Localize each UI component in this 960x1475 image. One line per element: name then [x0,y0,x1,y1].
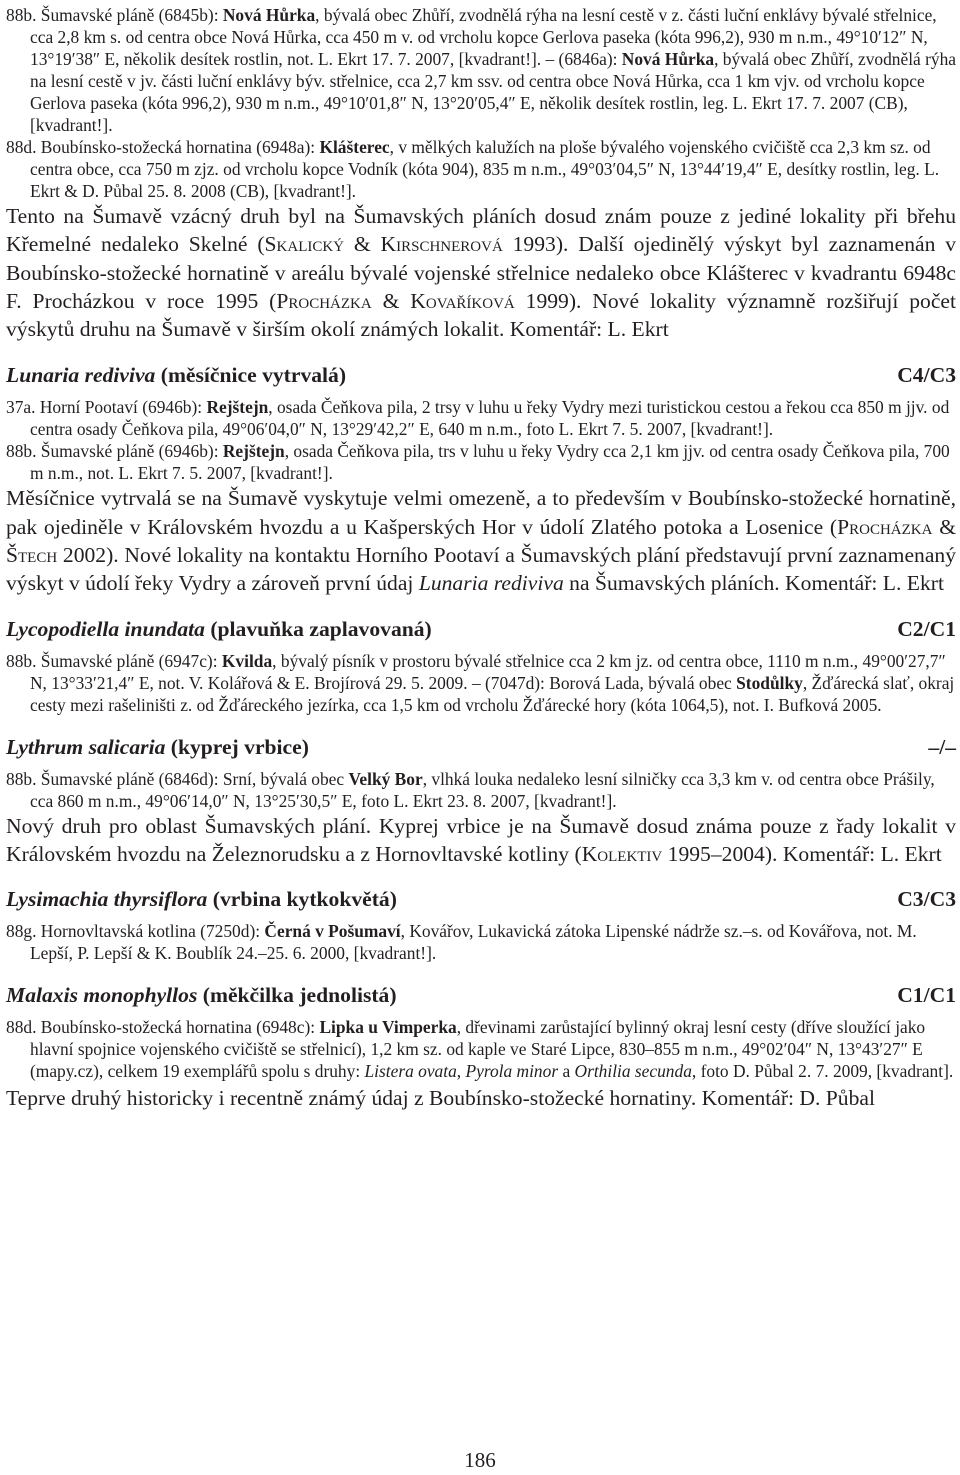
record-88g: 88g. Hornovltavská kotlina (7250d): Černá v Pošumaví, Kovářov, Lukavická zátoka Lipenské nádrže sz.–s. od Kovářova, not. M. Lepší, P. Lepší & K. Boublík 24.–25. 6. 2000, [kvadrant!]. [6,921,917,964]
red-list-status: C4/C3 [897,363,956,388]
species-heading [6,980,956,1010]
species-heading [6,884,956,914]
species-heading [6,732,956,762]
author-citation: Procházka [276,288,372,313]
species-heading [6,614,956,644]
species-comment: Měsíčnice vytrvalá se na Šumavě vyskytuje velmi omezeně, a to především v Boubínsko-stožecké hornatině, pak ojediněle v Královském hvozdu a u Kašperských Hor v údolí Zlatého potoka a Losenice (Procházka & Štech 2002). Nové lokality na kontaktu Horního Pootaví a Šumavských plání představují první zaznamenaný výskyt v údolí řeky Vydry a zároveň první údaj Lunaria rediviva na Šumavských pláních. Komentář: L. Ekrt [6,486,956,596]
page-number: 186 [464,1448,496,1472]
red-list-status: –/– [928,734,956,759]
locality-name: Klášterec [319,137,390,157]
author-citation: Štech [6,543,58,568]
species-comment: Tento na Šumavě vzácný druh byl na Šumavských pláních dosud znám pouze z jediné lokality při břehu Křemelné nedaleko Skelné (Skalický & Kirschnerová 1993). Další ojedinělý výskyt byl zaznamenán v Boubínsko-stožecké hornatině v areálu bývalé vojenské střelnice nedaleko obce Klášterec v kvadrantu 6948c F. Procházkou v roce 1995 (Procházka & Kovaříková 1999). Nové lokality významně rozšiřují počet výskytů druhu na Šumavě v širším okolí známých lokalit. Komentář: L. Ekrt [6,204,957,342]
locality-name: Černá v Pošumaví [264,921,401,942]
species-comment: Nový druh pro oblast Šumavských plání. Kyprej vrbice je na Šumavě dosud známa pouze z řady lokalit v Královském hvozdu na Železnorudsku a z Hornovltavské kotliny (Kolektiv 1995–2004). Komentář: L. Ekrt [6,813,956,866]
locality-name: Lipka u Vimperka [319,1017,457,1038]
species-name-inline: Listera ovata [364,1061,457,1082]
area-code: 88g. [6,921,37,942]
record-88b: 88b. Šumavské pláně (6845b): Nová Hůrka, bývalá obec Zhůří, zvodnělá rýha na lesní cestě v z. části luční enklávy bývalé střelnice, cca 2,8 km s. od centra obce Nová Hůrka, cca 450 m v. od vrcholu kopce Gerlova paseka (kóta 996,2), 930 m n.m., 49°10′12″ N, 13°19′38″ E, několik desítek rostlin, not. L. Ekrt 17. 7. 2007, [kvadrant!]. – (6846a): Nová Hůrka, bývalá obec Zhůří, zvodnělá rýha na lesní cestě v jv. části luční enklávy býv. střelnice, cca 2,7 km ssv. od centra obce Nová Hůrka, cca 1 km vjv. od vrcholu kopce Gerlova paseka (kóta 996,2), 930 m n.m., 49°10′01,8″ N, 13°20′05,4″ E, několik desítek rostlin, leg. L. Ekrt 17. 7. 2007 (CB), [kvadrant!]. [6,5,957,135]
author-citation: Kirschnerová [380,232,503,257]
page-content [6,0,956,1113]
records-block-1 [6,0,956,202]
area-code: 88d. [6,1017,37,1038]
red-list-status: C2/C1 [897,616,956,641]
area-code: 88d. [6,137,37,157]
locality-name: Nová Hůrka [621,49,715,69]
author-citation: Kolektiv [581,841,663,866]
record-88b: 88b. Šumavské pláně (6846d): Srní, bývalá obec Velký Bor, vlhká louka nedaleko lesní silničky cca 3,3 km v. od centra obce Prášily, cca 860 m n.m., 49°06′14,0″ N, 13°25′30,5″ E, foto L. Ekrt 23. 8. 2007, [kvadrant!]. [6,768,935,811]
species-heading [6,360,956,390]
species-name-inline: Pyrola minor [465,1061,559,1082]
area-code: 37a. [6,397,36,418]
author-citation: Skalický [264,232,345,257]
area-code: 88b. [6,768,37,789]
species-name: Lunaria rediviva (měsíčnice vytrvalá) [6,363,347,388]
species-name: Lycopodiella inundata (plavuňka zaplavovaná) [6,616,432,641]
species-comment: Teprve druhý historicky i recentně známý údaj z Boubínsko-stožecké hornatiny. Komentář: D. Půbal [6,1086,875,1111]
locality-name: Velký Bor [348,768,423,789]
red-list-status: C3/C3 [897,887,956,912]
locality-name: Stodůlky [736,672,803,693]
species-name: Malaxis monophyllos (měkčilka jednolistá) [6,983,397,1008]
area-code: 88b. [6,5,37,25]
record-88b: 88b. Šumavské pláně (6947c): Kvilda, bývalý písník v prostoru bývalé střelnice cca 2 km jz. od centra obce, 1110 m n.m., 49°00′27,7″ N, 13°33′21,4″ E, not. V. Kolářová & E. Brojírová 29. 5. 2009. – (7047d): Borová Lada, bývalá obec Stodůlky, Žďárecká slať, okraj cesty mezi rašeliništi z. od Žďáreckého jezírka, cca 1,5 km od vrcholu Žďárecké hory (kóta 1064,5), not. I. Bufková 2005. [6,650,955,715]
area-code: 88b. [6,650,37,671]
species-name: Lysimachia thyrsiflora (vrbina kytkokvětá) [6,887,397,912]
record-88d: 88d. Boubínsko-stožecká hornatina (6948a): Klášterec, v mělkých kalužích na ploše bývalého vojenského cvičiště cca 2,3 km sz. od centra obce, cca 750 m zjz. od vrcholu kopce Vodník (kóta 904), 835 m n.m., 49°03′04,5″ N, 13°44′19,4″ E, desítky rostlin, leg. L. Ekrt & D. Půbal 25. 8. 2008 (CB), [kvadrant!]. [6,137,940,201]
locality-name: Rejštejn [222,441,285,462]
locality-name: Nová Hůrka [222,5,316,25]
red-list-status: C1/C1 [897,983,956,1008]
author-citation: Procházka [837,514,933,539]
locality-name: Kvilda [221,650,273,671]
species-name: Lythrum salicaria (kyprej vrbice) [6,734,309,759]
area-code: 88b. [6,441,37,462]
locality-name: Rejštejn [206,397,269,418]
author-citation: Kovaříková [410,288,515,313]
record-37a: 37a. Horní Pootaví (6946b): Rejštejn, osada Čeňkova pila, 2 trsy v luhu u řeky Vydry mezi turistickou cestou a řekou cca 850 m jjv. od centra osady Čeňkova pila, 49°06′04,0″ N, 13°29′42,2″ E, 640 m n.m., foto L. Ekrt 7. 5. 2007, [kvadrant!]. [6,397,950,440]
species-name-inline: Lunaria rediviva [418,571,564,596]
species-name-inline: Orthilia secunda [574,1061,692,1082]
record-88d: 88d. Boubínsko-stožecká hornatina (6948c): Lipka u Vimperka, dřevinami zarůstající bylinný okraj lesní cesty (dříve sloužící jako hlavní spojnice vojenského cvičiště se střelnicí), 1,2 km sz. od kaple ve Staré Lipce, 830–855 m n.m., 49°02′04″ N, 13°43′27″ E (mapy.cz), celkem 19 exemplářů spolu s druhy: Listera ovata, Pyrola minor a Orthilia secunda, foto D. Půbal 2. 7. 2009, [kvadrant]. [6,1017,954,1082]
record-88b: 88b. Šumavské pláně (6946b): Rejštejn, osada Čeňkova pila, trs v luhu u řeky Vydry cca 2,1 km jjv. od centra osady Čeňkova pila, 700 m n.m., not. L. Ekrt 7. 5. 2007, [kvadrant!]. [6,441,950,484]
